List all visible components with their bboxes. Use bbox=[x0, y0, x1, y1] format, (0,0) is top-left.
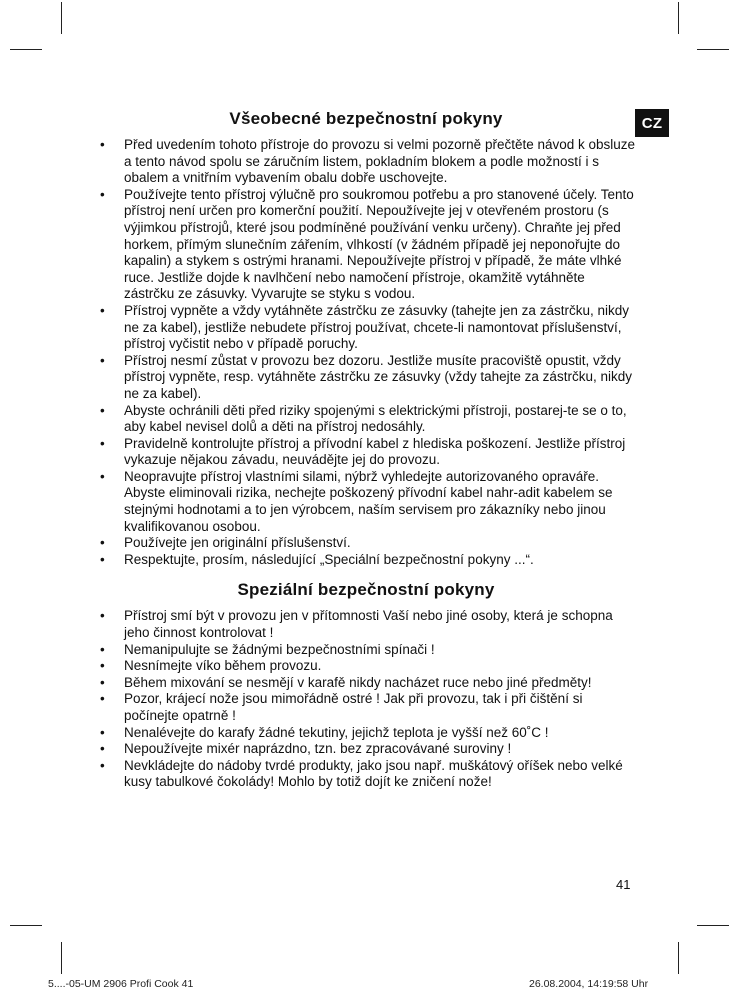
list-item: • Nemanipulujte se žádnými bezpečnostními spínači ! bbox=[96, 642, 636, 659]
list-item: • Pozor, krájecí nože jsou mimořádně ostré ! Jak při provozu, tak i při čištění si počínejte opatrně ! bbox=[96, 691, 636, 724]
crop-mark-bottom-right bbox=[678, 942, 679, 974]
list-item: • Nepoužívejte mixér naprázdno, tzn. bez zpracovávané suroviny ! bbox=[96, 741, 636, 758]
list-item: • Používejte jen originální příslušenství. bbox=[96, 535, 636, 552]
crop-mark-left-bottom bbox=[10, 925, 42, 926]
language-tab: CZ bbox=[635, 109, 669, 137]
crop-mark-top-left bbox=[61, 2, 62, 34]
general-safety-list bbox=[96, 137, 636, 568]
list-item: • Používejte tento přístroj výlučně pro soukromou potřebu a pro stanovené účely. Tento přístroj není určen pro komerční použití. Nepoužívejte jej v otevřeném prostoru (s výjimkou přístrojů, které jsou podmíněné používání venku určeny). Chraňte jej před horkem, přímým slunečním zářením, vlhkostí (v žádném případě jej neponořujte do kapalin) a stykem s ostrými hranami. Nepoužívejte přístroj v případě, že máte vlhké ruce. Jestliže dojde k navlhčení nebo namočení přístroje, okamžitě vytáhněte zástrčku ze zásuvky. Vyvarujte se styku s vodou. bbox=[96, 187, 636, 303]
list-item: • Přístroj vypněte a vždy vytáhněte zástrčku ze zásuvky (tahejte jen za zástrčku, nikdy ne za kabel), jestliže nebudete přístroj používat, chcete-li namontovat příslušenství, přístroj vyčistit nebo v případě poruchy. bbox=[96, 303, 636, 353]
page-number: 41 bbox=[616, 877, 631, 892]
crop-mark-bottom-left bbox=[61, 942, 62, 974]
list-item: • Abyste ochránili děti před riziky spojenými s elektrickými přístroji, postarej-te se o to, aby kabel nevisel dolů a děti na přístroj nedosáhly. bbox=[96, 403, 636, 436]
footer-timestamp: 26.08.2004, 14:19:58 Uhr bbox=[529, 978, 649, 990]
crop-mark-left-top bbox=[10, 49, 42, 50]
list-item: • Přístroj smí být v provozu jen v přítomnosti Vaší nebo jiné osoby, která je schopna jeho činnost kontrolovat ! bbox=[96, 608, 636, 641]
list-item: • Nevkládejte do nádoby tvrdé produkty, jako jsou např. muškátový oříšek nebo velké kusy tabulkové čokolády! Mohlo by totiž dojít ke zničení nože! bbox=[96, 758, 636, 791]
list-item: • Neopravujte přístroj vlastními silami, nýbrž vyhledejte autorizovaného opraváře. Abyste eliminovali rizika, nechejte poškozený přívodní kabel nahr-adit kabelem se stejnými hodnotami a to jen výrobcem, naším servisem pro zákazníky nebo jinou kvalifikovanou osobou. bbox=[96, 469, 636, 535]
list-item: • Před uvedením tohoto přístroje do provozu si velmi pozorně přečtěte návod k obsluze a tento návod spolu se záručním listem, pokladním blokem a podle možností i s obalem a vnitřním vybavením obalu dobře uschovejte. bbox=[96, 137, 636, 187]
footer-file-info: 5....-05-UM 2906 Profi Cook 41 bbox=[48, 978, 194, 990]
list-item: • Přístroj nesmí zůstat v provozu bez dozoru. Jestliže musíte pracoviště opustit, vždy přístroj vypněte, resp. vytáhněte zástrčku ze zásuvky (vždy tahejte za zástrčku, nikdy ne za kabel). bbox=[96, 353, 636, 403]
list-item: • Nesnímejte víko během provozu. bbox=[96, 658, 636, 675]
crop-mark-top-right bbox=[678, 2, 679, 34]
crop-mark-right-bottom bbox=[697, 925, 729, 926]
crop-mark-right-top bbox=[697, 49, 729, 50]
page-content bbox=[96, 108, 636, 791]
list-item: • Během mixování se nesmějí v karafě nikdy nacházet ruce nebo jiné předměty! bbox=[96, 675, 636, 692]
section-title-general-safety: Všeobecné bezpečnostní pokyny bbox=[229, 109, 503, 128]
list-item: • Pravidelně kontrolujte přístroj a přívodní kabel z hlediska poškození. Jestliže přístroj vykazuje nějakou závadu, neuvádějte jej do provozu. bbox=[96, 436, 636, 469]
list-item: • Nenalévejte do karafy žádné tekutiny, jejichž teplota je vyšší než 60˚C ! bbox=[96, 725, 636, 742]
list-item: • Respektujte, prosím, následující „Speciální bezpečnostní pokyny ...“. bbox=[96, 552, 636, 569]
section-title-special-safety: Speziální bezpečnostní pokyny bbox=[237, 580, 495, 600]
special-safety-list bbox=[96, 608, 636, 791]
